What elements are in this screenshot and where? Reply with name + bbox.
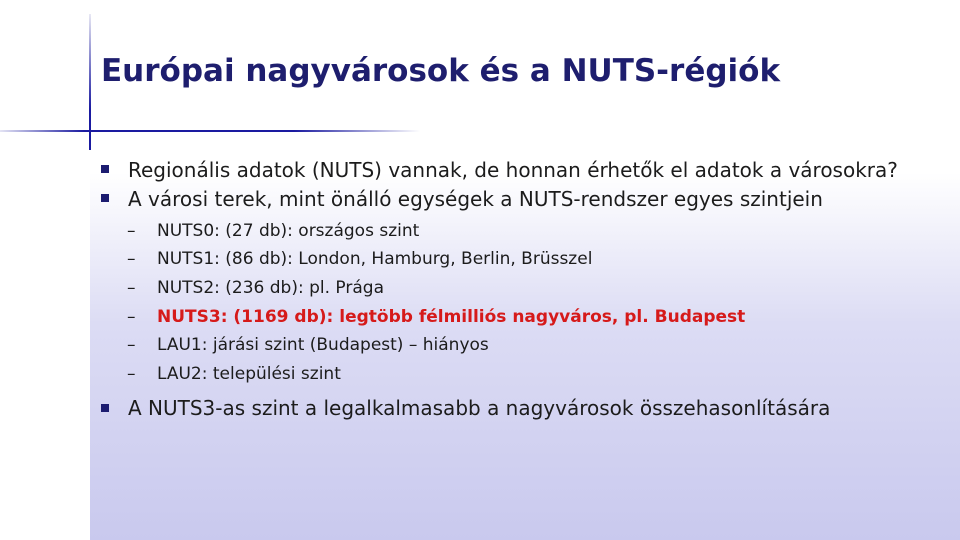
dash-marker: – <box>127 364 136 384</box>
sub-item-text: NUTS0: (27 db): országos szint <box>157 221 420 241</box>
sub-item-text: LAU2: települési szint <box>157 364 341 384</box>
slide-title: Európai nagyvárosok és a NUTS-régiók <box>101 53 781 89</box>
dash-marker: – <box>127 221 136 241</box>
dash-marker: – <box>127 335 136 355</box>
sub-item-text: NUTS2: (236 db): pl. Prága <box>157 278 385 298</box>
dash-marker: – <box>127 278 136 298</box>
bullet-text: Regionális adatok (NUTS) vannak, de honnan érhetők el adatok a városokra? <box>128 158 898 182</box>
dash-marker: – <box>127 307 136 327</box>
sub-item-text-highlighted: NUTS3: (1169 db): legtöbb félmilliós nagyváros, pl. Budapest <box>157 307 746 327</box>
sub-item-text: NUTS1: (86 db): London, Hamburg, Berlin, Brüsszel <box>157 249 593 269</box>
dash-marker: – <box>127 249 136 269</box>
square-bullet-icon <box>101 165 109 173</box>
bullet-text: A NUTS3-as szint a legalkalmasabb a nagyvárosok összehasonlítására <box>128 396 831 420</box>
sub-item-text: LAU1: járási szint (Budapest) – hiányos <box>157 335 489 355</box>
square-bullet-icon <box>101 404 109 412</box>
bullet-text: A városi terek, mint önálló egységek a NUTS-rendszer egyes szintjein <box>128 187 823 211</box>
square-bullet-icon <box>101 194 109 202</box>
decorative-horizontal-line <box>0 130 420 132</box>
